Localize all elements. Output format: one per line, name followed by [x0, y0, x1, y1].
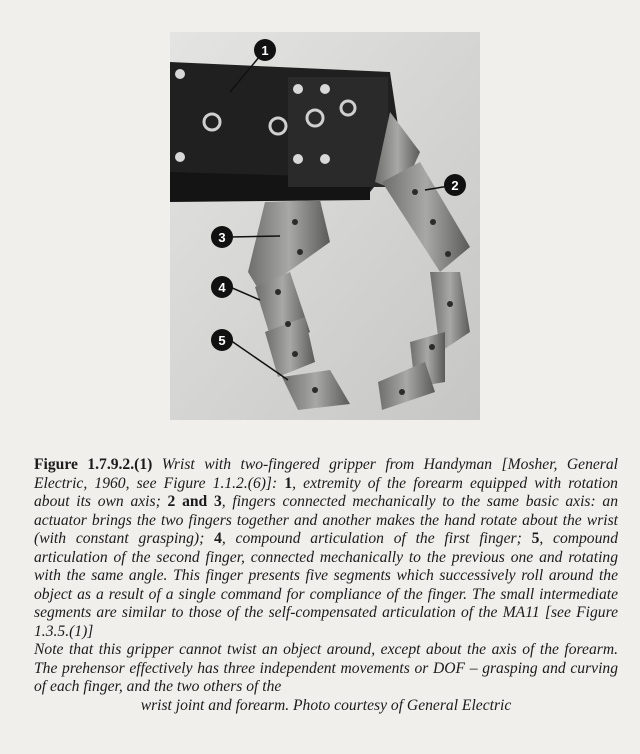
svg-text:3: 3 [218, 230, 226, 245]
figure-label: Figure 1.7.9.2.(1) [34, 456, 153, 473]
svg-text:4: 4 [218, 280, 226, 295]
caption-text: Wrist with two-fingered gripper from Handyman [Mosher, General Electric, 1960, see Figure 1.1.2.(6)]: [34, 456, 618, 492]
svg-text:2: 2 [451, 178, 459, 193]
caption-number: 1 [284, 474, 293, 492]
svg-text:1: 1 [261, 43, 269, 58]
caption-text: , extremity of the forearm equipped with rotation about its own axis; [34, 474, 618, 510]
caption-number: 2 and 3 [167, 493, 222, 510]
caption-paragraph-3 [34, 697, 618, 716]
callout-2 [444, 174, 466, 196]
gripper-photo [170, 32, 480, 420]
callout-5 [211, 329, 233, 351]
caption-text: , fingers connected mechanically to the same basic axis: an actuator brings the two fingers together and another makes the hand rotate about the wrist (with constant grasping); [34, 493, 618, 547]
caption-text: , compound articulation of the second finger, connected mechanically to the previous one and rotating with the same angle. This finger presents five segments which successively roll around the object as a result of a single command for compliance of the finger. The small intermediate segments are similar to those of the self-compensated articulation of the MA11 [see Figure 1.3.5.(1)] [34, 530, 618, 640]
caption-paragraph-2 [34, 641, 618, 697]
caption-number: 5 [531, 530, 540, 547]
caption-text: Note that this gripper cannot twist an object around, except about the axis of the forearm. The prehensor effectively has three independent movements or DOF – grasping and curving of each finger, and the two others of the [34, 641, 618, 695]
callout-3 [211, 226, 233, 248]
callout-1 [254, 39, 276, 61]
caption-text: wrist joint and forearm. Photo courtesy of General Electric [140, 696, 512, 714]
figure-caption [34, 456, 618, 715]
caption-text: , compound articulation of the first finger; [221, 530, 522, 547]
svg-text:5: 5 [218, 333, 226, 348]
caption-number: 4 [214, 530, 222, 547]
callout-4 [211, 276, 233, 298]
caption-paragraph-1 [34, 456, 618, 641]
